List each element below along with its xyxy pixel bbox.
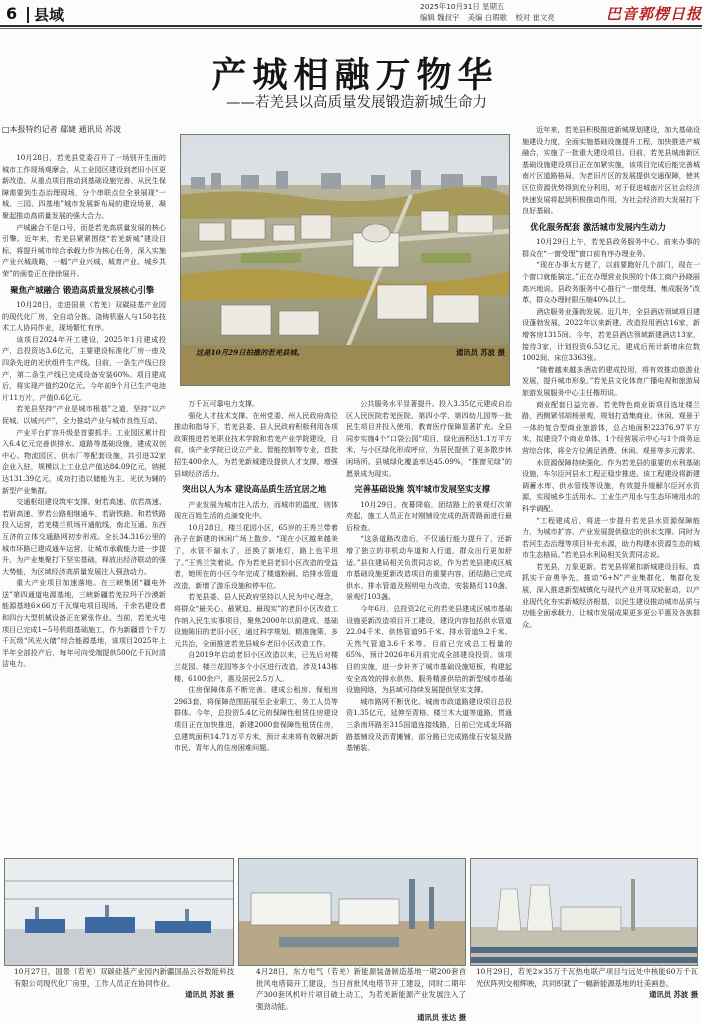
paragraph: “工程建成后，将进一步提升若羌县水资源保障能力，为城市扩容、产业发展提供稳定的供水支撑。同时为若河生态治理等项目补充水源，助力构建水资源生态的城市生态格局。”若羌县水利局相关负责同志说。: [522, 515, 700, 560]
photo-caption-1: [14, 966, 234, 1022]
paragraph: 今年6月，总投资2亿元的若羌县建成区城市基础设施更新改造项目开工建设，建设内容包括供水管道22.04千米、供热管道95千米、排水管道9.2千米、天然气管道3.6千米等。目前已完成总工程量的65%，预计2026年6月前完成全部建设投资。该项目的实施，进一步补齐了城市基础设施短板，构建起安全高效的排水供热、服务精准供给的新型城市基础设施网络，为县域可持续发展提供坚实支撑。: [346, 604, 512, 695]
section-divider: [27, 7, 29, 23]
photo-credit: 通讯员 苏波 摄: [185, 990, 234, 999]
paragraph: 强化人才技术支撑。在州党委、州人民政府高位推动和指导下，若羌县委、县人民政府积极利用各项政策推进若羌职业技术学院和若羌产业学院建设，目前，该产业学院已设立产业、智能控制等专业，首批招生400余人，为若羌新城建设提供人才支撑，增强县域经济活力。: [174, 410, 338, 478]
paragraph: 自2019年启动老旧小区改造以来，已先后对楼兰花园、楼兰花园等多个小区进行改造，涉及143栋楼、6100余户，惠及居民2.5万人。: [174, 650, 338, 683]
paragraph: 水资源保障持续强化。作为若羌县的重要的水利基础设施，车尔臣河县水工程正稳步推进。该工程建设将新建调蓄水库、供水管线等设施，有效提升缓解尔臣河水资源，实现城乡生活用水、工业生产用水与生态环境用水的科学调配。: [522, 457, 700, 513]
photo-caption-3: [476, 966, 698, 1022]
issue-date: 2025年10月31日 星期五: [420, 2, 505, 11]
paragraph: 酒店服务业蓬勃发展。近几年，全县酒店领域项目建设蓬勃发展，2022年以来新建、改造投用酒店16家，新增客房1315间。今年，若羌县酒店领域新建酒店13家，接待3家，计划投资6.53亿元，建成后预计新增床位数1002间、床位3363张。: [522, 306, 700, 363]
photo-wind-tower-base: [238, 858, 466, 966]
paragraph: 10月28日，走进国景（若羌）双碳硅基产业园的现代化厂房，全自动分拣、浇铸机器人与150名技术工人协同作业，现场繁忙有序。: [2, 300, 166, 333]
photo-power-plant: [470, 858, 698, 966]
paragraph: “现在办事太方便了，以前要跑好几个部门，现在一个窗口就能搞定。”正在办理营业执照的个体工商户孙晓丽高兴地说。县政务服务中心推行“一窗受理、集成服务”改革，群众办理时限压缩40%以上。: [522, 260, 700, 305]
paragraph: 近年来，若羌县积极推进新城规划建设，加大基础设施建设力度，全面实施基础设施提升工程，加快推进产城融合，实施了一批重大建设项目。目前，若羌县城南新区基础设施建设项目正在加紧实施，该项目完成后能完善城南片区道路格局，为老旧片区的发展提供交通保障，使其区位资源优势得到充分利用，对于促进城南片区社会经济快速发展将起到积极推动作用，为社会经济的大发展打下良好基础。: [522, 125, 700, 216]
paragraph: 产城融合不是口号，而是若羌高质量发展的核心引擎。近年来，若羌县紧紧围绕“若羌新城”建设目标，将提升城市综合承载力作为核心任务，深入实施产业兴城战略，一幅“产业兴城、城育产业、城乡共荣”的画卷正在徐徐展开。: [2, 222, 166, 278]
staff-line: [420, 13, 630, 23]
factory-illustration: [5, 859, 234, 966]
paragraph: 10月28日，楼兰花园小区，65岁的王秀兰带着孙子在新建的休闲广场上散步。“现在小区越来越美了，水管不漏水了，还换了新地灯，路上也平坦了。”王秀兰笑着说。作为若羌县老旧小区改造的受益者，她所在的小区今年完成了楼道粉刷、给排水管道改造，新增了游乐设施和停车位。: [174, 522, 338, 590]
section-heading: 聚焦产城融合 锻造高质量发展核心引擎: [10, 284, 155, 295]
wind-tower-illustration: [239, 859, 466, 966]
photo-caption-text: 4月28日，东方电气（若羌）新能源装备制造基地一期200套首批风电塔筒开工建设，当日首批风电塔节开工建设，同时二期年产300套风机叶片项目破土动工，为若羌新能源产业发展注入了强劲动能。: [256, 967, 466, 1011]
main-photo-credit: 通讯员 苏波 摄: [456, 348, 505, 357]
paragraph: 若羌县，万象更新。若羌县将紧扣新城建设目标，真抓实干奋勇争先，推动“6+N”产业集群化、集群化发展，深入推进新型城镇化与现代产业并驾双轮驱动，以产业现代化夯实新城经济根基，以民生建设推动城市品质与功能全面承载力，让城市发展成果更多更公平惠及各族群众。: [522, 561, 700, 629]
paragraph: 重大产业项目加速落地。在三峡集团“疆电外送”第四通道电源基地，三峡新疆若羌拉玛干沙漠新能源基地6×66万千瓦煤电项目现场，千余名建设者和四台大型机械设备正在紧张作业。当前，若羌火电项目已完成1~5号机组基础施工，作为新疆首个千万千瓦级“风光火储”综合能源基地，该项目2025年上半年全部投产后，每年可向受端提供500亿千瓦时清洁电力。: [2, 578, 166, 669]
byline: □本报特约记者 鄢婕 通讯员 苏波: [2, 125, 122, 134]
staff-designer: 美编 白瑕歌: [467, 13, 507, 22]
paragraph: 10月28日，若羌县党委召开了一场别开生面的城市工作现场观摩会，从工业园区建设到老旧小区更新改造、从重点项目推动到基础设施完善、从民生保障需要到生态治理现场，分个串联点位全景展现“一城、三园、四基地”城市发展新布局的建设场景，凝聚起推动高质量发展的强大合力。: [2, 153, 166, 220]
subheadline: ——若羌县以高质量发展锻造新城生命力: [226, 95, 487, 111]
paragraph: 该项目2024年开工建设，2025年1月建成投产，总投资达3.6亿元，主要建设标准化厂房一座及四条先进的光伏组件生产线。目前，一条生产线已投产，第二条生产线已完成设备安装60%。项目建成后，将实现产值约20亿元。今年前9个月已生产电池片11万片，产值0.6亿元。: [2, 334, 166, 402]
page-number: 6: [6, 4, 18, 23]
section-heading: 突出以人为本 建设高品质生活宜居之地: [182, 484, 327, 495]
headline: 产城相融万物华: [211, 56, 499, 96]
paragraph: 城市路网不断优化。城南市政道路建设项目总投资1.35亿元，延伸至青格、楼兰木大道等道路，贯通三条南环路至315国道连接线路，日前已完成北环路路基铺设及沥青摊铺，部分路已完成路缘石安装及路基铺装。: [346, 696, 512, 753]
photo-credit: 通讯员 苏波 摄: [649, 990, 698, 999]
photo-credit: 通讯员 张达 摄: [417, 1013, 466, 1022]
paragraph: 交通枢纽建设筑牢支撑。射若高速、依若高速、若尉高速、罗若公路相继通车，若尉铁路、和若铁路投入运营，若羌楼兰机场开通航线，南北互通、东西互济的立体交通路网初步形成。全长34.316公里的城市环路已建成通车运营，让城市承载能力进一步提升，为产业集聚打下坚实基础，释放出经济联动的强大势能，为区域经济高质量发展注入强劲动力。: [2, 497, 166, 576]
header-rule-thin: [0, 28, 702, 29]
paragraph: “随着越来越多酒店的建成投用，将有效推动旅游业发展，提升城市形象。”若羌县文化体育广播电视和旅游局旅游发展服务中心主任楷玥说。: [522, 364, 700, 397]
photo-factory-workshop: [4, 858, 234, 966]
paragraph: 若羌县坚持“产业是城市根基”之道，坚持“以产促城、以城兴产”，全力推动产业与城市良性互动。: [2, 404, 166, 425]
photo-caption-text: 10月27日，国景（若羌）双碳硅基产业园内新疆国晶云谷数能科技有限公司现代化厂房里，工作人员正在协同作业。: [14, 967, 234, 988]
photo-caption-text: 10月29日，若羌2×35万千瓦热电联产项目与远处中核能60万千瓦光伏阵列交相辉映，共同织就了一幅新能源基地的壮美画卷。: [476, 967, 698, 988]
paragraph: 产业发展为城市注入活力，而城市的温度，则体现在百姓生活的点滴变化中。: [174, 499, 338, 521]
paragraph: 产业平台扩容升级是首要抓手。工业园区累计投入6.4亿元完善供排水、道路等基础设施，建成双创中心、物流园区、供水厂等配套设施，共引进32家企业入驻，规模以上工业总产值达84.09亿元，纳税达131.39亿元，成功打造以储能为主、光伏为辅的新型产业集群。: [2, 427, 166, 495]
header-rule: [0, 25, 702, 27]
paragraph: “这条道路改造后，不仅通行能力提升了，还新增了独立的非机动车道和人行道，群众出行更加舒适。”县住建局相关负责同志说，作为若羌县建成区城市基础设施更新改造项目的重要内容，团结路已完成供水、排水管道及照明电力改造，安装路灯110盏、景观灯103盏。: [346, 534, 512, 602]
photo-caption-2: [256, 966, 466, 1022]
main-photo-caption: 这是10月29日拍摄的若羌县城。: [196, 348, 304, 357]
newspaper-logo: 巴音郭楞日报: [606, 5, 702, 23]
paragraph: 商业配套日益完善。若羌特色商业街项目选址楼兰路，西侧紧邻胡杨景观，规划打造集商业、休闲、观景于一体的复合型商业旅游体，总占地面积22376.97平方米，拟建设7个商业单体、1个经营展示中心与1个商务运营综合体，将全方位满足消费、休闲、观景等多元需求。: [522, 399, 700, 455]
power-plant-illustration: [471, 859, 698, 966]
section-heading: 优化服务配套 激活城市发展内生动力: [530, 221, 666, 232]
paragraph: 住房保障体系不断完善。建成公租房、保租房2963套，将保障范围拓展至企业职工、务工人员等群体。今年，总投资5.4亿元的保障性租赁住房建设项目正在加快推进，新建2000套保障性租赁住房，总建筑面积14.71万平方米，预计未来将有效解决新市民、青年人的住房困难问题。: [174, 685, 338, 753]
staff-proofreader: 校对 崔文亮: [515, 13, 555, 22]
paragraph: 若羌县委、县人民政府坚持以人民为中心理念，将群众“最关心、最紧迫、最现实”的老旧小区改造工作纳入民生实事项目，聚焦2000年以前建成、基础设施陈旧的老旧小区，通过科学规划、精准施策、多元共治，全面推进若羌县城乡老旧小区改造工作。: [174, 592, 338, 648]
section-name: 县域: [34, 6, 65, 24]
article-column-1: [2, 152, 166, 958]
staff-editor: 编辑 魏叔宇: [420, 13, 460, 22]
paragraph: 公共服务水平显著提升。投入3.35亿元建成自治区人民医院若羌医院、第四小学、第四幼儿园等一批民生项目并投入使用，教育医疗保障显著扩充。全县同步实施4个“口袋公园”项目，绿化面积达1.1万平方米，与小区绿化形成呼应，为居民提供了更多散步休闲场所。县城绿化覆盖率达45.09%，“推窗见绿”的愿景成为现实。: [346, 399, 512, 478]
section-heading: 完善基础设施 筑牢城市发展坚实支撑: [354, 484, 490, 495]
paragraph: 10月29日，夜幕降临，团结路上的景观灯次第亮起，施工人员正在对刚铺设完成的沥青路面进行最后检查。: [346, 499, 512, 532]
article-column-4: [522, 124, 700, 958]
paragraph: 10月29日上午，若羌县政务服务中心。前来办事的群众在“一窗受理”窗口前有序办理业务。: [522, 237, 700, 258]
paragraph: 万千瓦可靠电力支撑。: [188, 399, 260, 408]
